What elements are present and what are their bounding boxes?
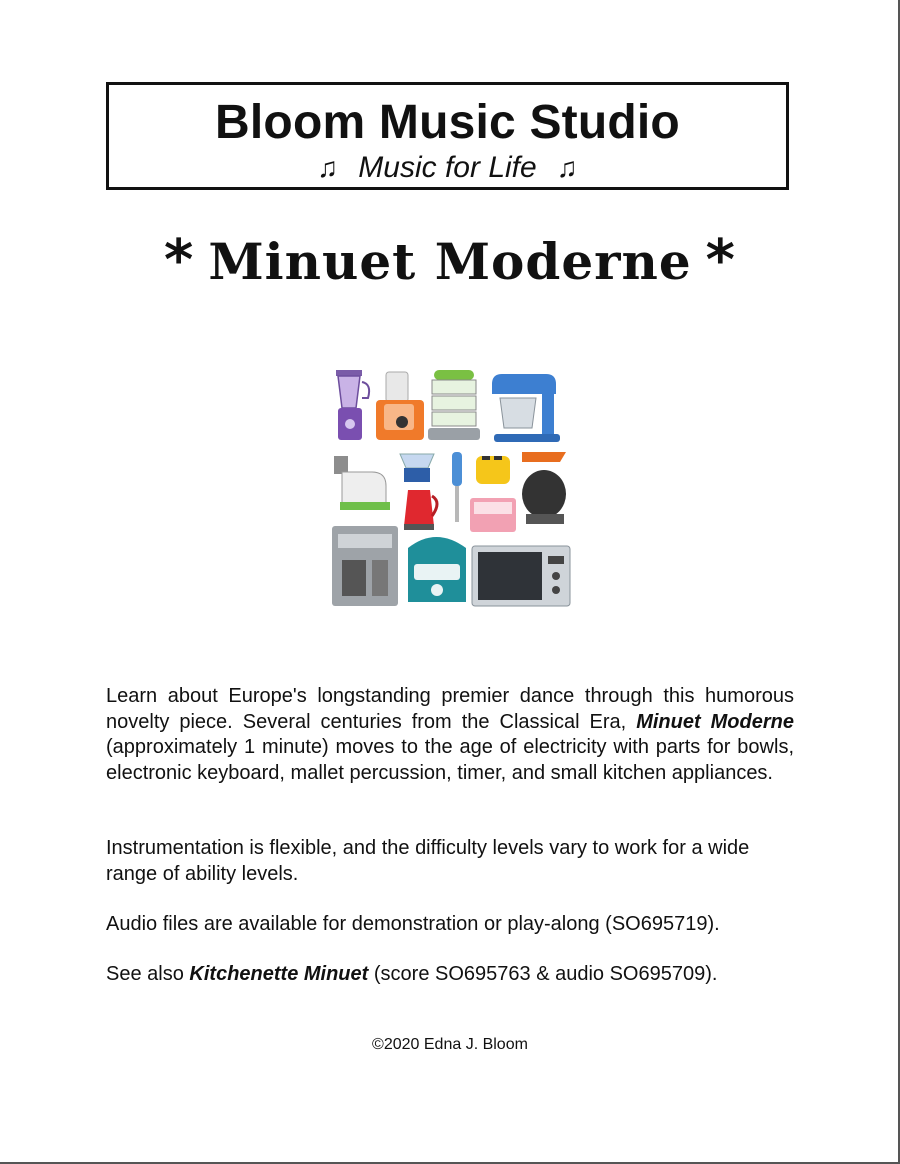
tagline (109, 153, 786, 183)
music-note-icon: ♫ (556, 152, 578, 183)
copyright: ©2020 Edna J. Bloom (372, 1036, 528, 1053)
studio-header-box (106, 82, 789, 190)
see-also-text: (score SO695763 & audio SO695709). (373, 963, 718, 985)
asterisk-icon: * (705, 228, 736, 293)
music-note-icon: ♫ (317, 152, 339, 183)
related-piece-title: Kitchenette Minuet (189, 963, 369, 985)
kitchen-appliances-icon (328, 364, 574, 610)
audio-paragraph: Audio files are available for demonstration or play-along (SO695719). (106, 913, 720, 935)
asterisk-icon: * (164, 228, 195, 293)
piece-title-reference: Minuet Moderne (636, 710, 794, 733)
studio-name: Bloom Music Studio (215, 96, 680, 149)
description-text: Learn about Europe's longstanding premier dance through this humorous novelty piece. Several centuries from the Classical Era, (106, 685, 794, 733)
see-also-text: See also (106, 963, 184, 985)
piece-title (0, 228, 900, 293)
instrumentation-paragraph: Instrumentation is flexible, and the difficulty levels vary to work for a wide range of ability levels. (106, 837, 750, 885)
piece-title-text: Minuet Moderne (208, 232, 692, 291)
description-text: (approximately 1 minute) moves to the age of electricity with parts for bowls, electronic keyboard, mallet percussion, timer, and small kitchen appliances. (106, 736, 794, 784)
see-also-paragraph (106, 962, 794, 988)
description-paragraph (106, 684, 794, 786)
tagline-text: Music for Life (358, 151, 537, 184)
